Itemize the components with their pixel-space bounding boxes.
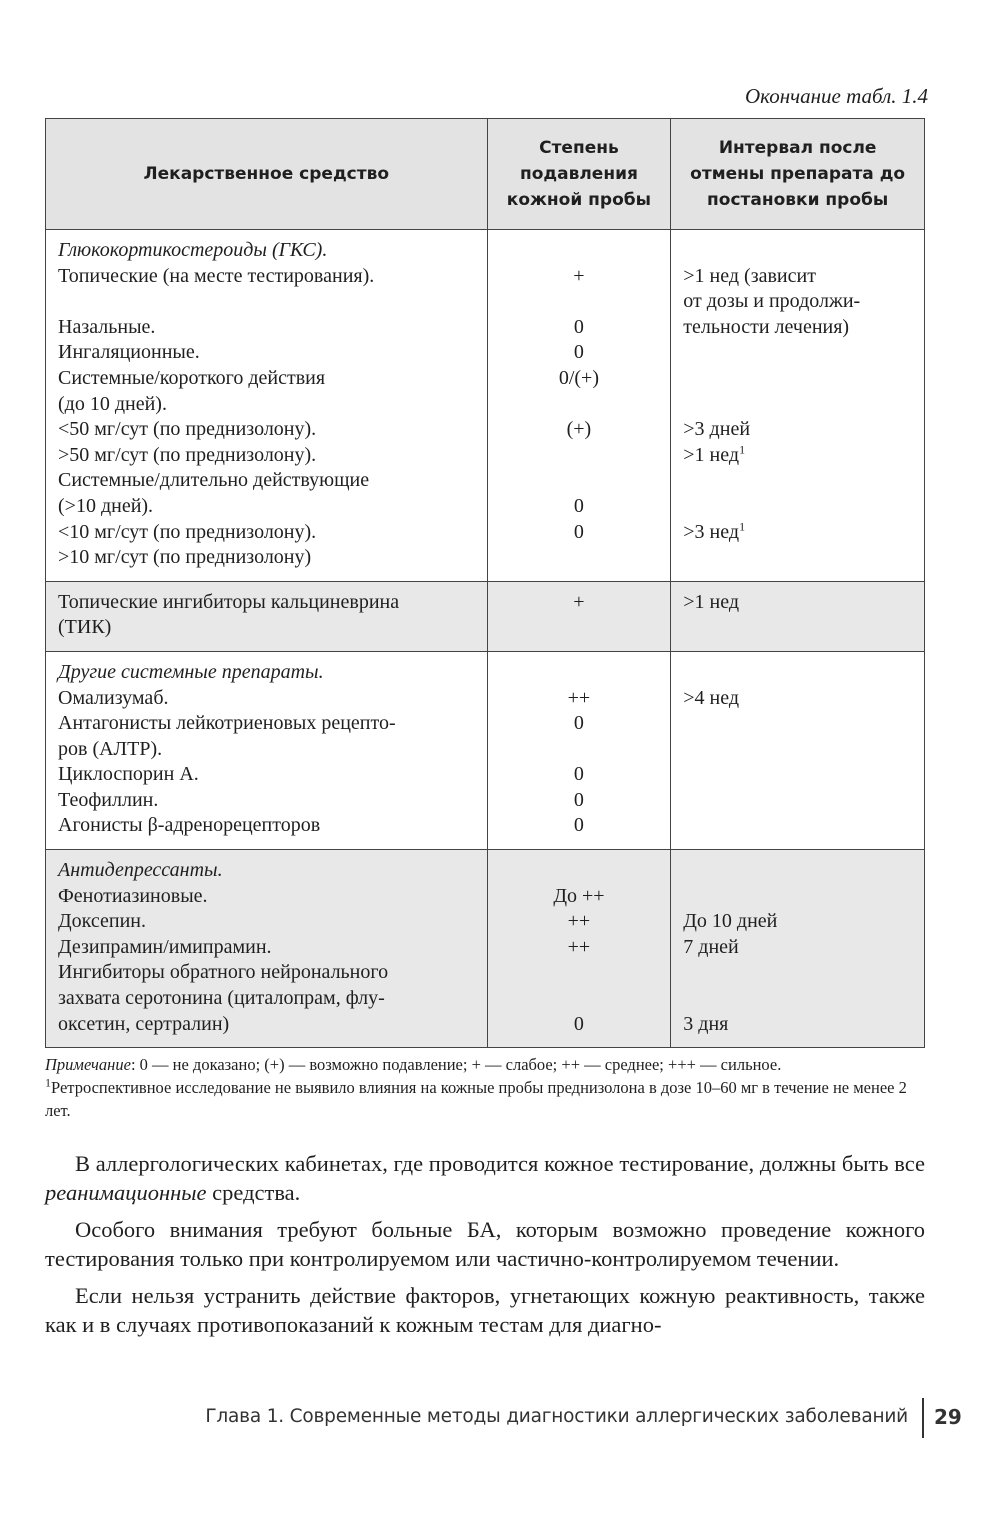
cell-text: 0 [573, 712, 584, 735]
note-text: : 0 — не доказано; (+) — возможно подавление; + — слабое; ++ — среднее; +++ — сильное. [130, 1055, 782, 1074]
cell-text: Назальные. [58, 315, 156, 338]
paragraph-1-start: В аллергологических кабинетах, где проводится кожное тестирование, должны быть все [75, 1151, 925, 1176]
cell-line [58, 340, 477, 366]
cell-line [58, 468, 477, 494]
cell-line [58, 1012, 477, 1038]
suppression-cell [487, 581, 671, 651]
cell-text: До 10 дней [683, 910, 778, 933]
cell-line [492, 986, 667, 1012]
drug-table [45, 118, 925, 1048]
suppression-cell [487, 651, 671, 849]
header-interval: Интервал после отмены препарата до постановки пробы [671, 119, 925, 230]
cell-line [492, 711, 667, 737]
cell-text: <10 мг/сут (по преднизолону). [58, 520, 317, 543]
footnote-ref: 1 [739, 442, 746, 457]
cell-line [683, 417, 914, 443]
cell-line [492, 545, 667, 571]
cell-line [492, 366, 667, 392]
cell-line [58, 884, 477, 910]
cell-text: 0 [573, 341, 584, 364]
cell-line [492, 289, 667, 315]
page-number: 29 [934, 1405, 962, 1429]
cell-line [58, 686, 477, 712]
cell-line [683, 660, 914, 686]
cell-line [58, 960, 477, 986]
note-label: Примечание [45, 1055, 131, 1074]
cell-text: (>10 дней). [58, 494, 154, 517]
cell-text: ++ [567, 686, 591, 709]
cell-text: >4 нед [683, 686, 740, 709]
cell-line [683, 788, 914, 814]
cell-line [492, 417, 667, 443]
cell-text: 0 [573, 315, 584, 338]
cell-line [683, 392, 914, 418]
cell-line [683, 238, 914, 264]
cell-line [683, 468, 914, 494]
table-row [46, 581, 925, 651]
cell-line [492, 1012, 667, 1038]
cell-line [683, 520, 914, 546]
cell-line [683, 494, 914, 520]
paragraph-1-emphasis: реанимационные [45, 1179, 207, 1205]
cell-line [492, 264, 667, 290]
cell-line [492, 615, 667, 641]
cell-text: 7 дней [683, 935, 739, 958]
cell-line [492, 520, 667, 546]
interval-cell [671, 651, 925, 849]
cell-text: >50 мг/сут (по преднизолону). [58, 443, 317, 466]
cell-line [683, 264, 914, 290]
footnote [45, 1076, 930, 1122]
interval-cell [671, 581, 925, 651]
cell-text: >1 нед [683, 590, 740, 613]
cell-line [492, 737, 667, 763]
cell-text: ++ [567, 935, 591, 958]
cell-line [492, 858, 667, 884]
cell-text: + [573, 264, 585, 287]
drug-cell [46, 651, 488, 849]
cell-line [683, 986, 914, 1012]
cell-line [492, 762, 667, 788]
cell-text: >1 нед [683, 443, 740, 466]
cell-line [683, 858, 914, 884]
cell-text: Антидепрессанты. [58, 859, 223, 882]
cell-line [492, 935, 667, 961]
paragraph-2: Особого внимания требуют больные БА, которым возможно проведение кожного тестирования только при контролируемом или частично-контролируемом течении. [45, 1217, 925, 1271]
cell-text: 3 дня [683, 1012, 729, 1035]
cell-text: 0 [573, 520, 584, 543]
cell-line [58, 392, 477, 418]
cell-text: 0 [573, 814, 584, 837]
table-row [46, 850, 925, 1048]
cell-text: 0 [573, 1012, 584, 1035]
cell-line [58, 315, 477, 341]
cell-text: Другие системные препараты. [58, 660, 324, 683]
cell-line [492, 590, 667, 616]
cell-line [58, 615, 477, 641]
suppression-cell [487, 850, 671, 1048]
cell-line [492, 960, 667, 986]
cell-line [58, 986, 477, 1012]
cell-text: 0 [573, 494, 584, 517]
cell-text: захвата серотонина (циталопрам, флу- [58, 987, 385, 1010]
cell-line [492, 813, 667, 839]
cell-line [492, 494, 667, 520]
cell-text: До ++ [553, 884, 605, 907]
cell-line [683, 762, 914, 788]
table-notes [45, 1053, 930, 1122]
cell-text: тельности лечения) [683, 315, 850, 338]
cell-text: Агонисты β-адренорецепторов [58, 814, 321, 837]
cell-text: от дозы и продолжи- [683, 290, 861, 313]
drug-cell [46, 581, 488, 651]
cell-line [492, 468, 667, 494]
cell-text: ров (АЛТР). [58, 737, 163, 760]
table-body [46, 230, 925, 1048]
paragraph-1 [45, 1150, 925, 1207]
cell-text: Ингаляционные. [58, 341, 200, 364]
cell-text: Циклоспорин А. [58, 763, 199, 786]
cell-line [58, 660, 477, 686]
cell-line [683, 884, 914, 910]
cell-text: <50 мг/сут (по преднизолону). [58, 418, 317, 441]
cell-text: оксетин, сертралин) [58, 1012, 230, 1035]
cell-line [58, 590, 477, 616]
note-legend [45, 1053, 930, 1076]
cell-line [58, 762, 477, 788]
interval-cell [671, 850, 925, 1048]
cell-text: 0/(+) [558, 366, 599, 389]
header-drug: Лекарственное средство [46, 119, 488, 230]
cell-text: Дезипрамин/имипрамин. [58, 935, 272, 958]
footnote-text: Ретроспективное исследование не выявило влияния на кожные пробы преднизолона в дозе 10–60 мг в течение не менее 2 лет. [45, 1078, 907, 1120]
cell-text: Системные/короткого действия [58, 366, 326, 389]
chapter-title: Глава 1. Современные методы диагностики аллергических заболеваний [205, 1406, 908, 1427]
cell-text: (+) [566, 418, 592, 441]
cell-line [492, 788, 667, 814]
cell-text: Теофиллин. [58, 788, 159, 811]
cell-text: >1 нед (зависит [683, 264, 816, 287]
cell-line [683, 1012, 914, 1038]
cell-text: 0 [573, 763, 584, 786]
footnote-ref: 1 [739, 518, 746, 533]
cell-line [492, 315, 667, 341]
cell-text: Фенотиазиновые. [58, 884, 208, 907]
cell-line [58, 520, 477, 546]
body-text [45, 1150, 925, 1348]
cell-line [683, 737, 914, 763]
cell-line [58, 737, 477, 763]
header-suppression: Степень подавления кожной пробы [487, 119, 671, 230]
cell-line [58, 289, 477, 315]
interval-cell [671, 230, 925, 582]
cell-line [683, 960, 914, 986]
drug-cell [46, 230, 488, 582]
footnote-mark: 1 [45, 1075, 51, 1090]
page-footer [0, 1398, 1000, 1438]
cell-text: 0 [573, 788, 584, 811]
paragraph-3: Если нельзя устранить действие факторов, угнетающих кожную реактивность, также как и в случаях противопоказаний к кожным тестам для диагно- [45, 1283, 925, 1337]
cell-line [58, 711, 477, 737]
cell-text: Системные/длительно действующие [58, 469, 370, 492]
cell-line [58, 443, 477, 469]
table-row [46, 230, 925, 582]
cell-line [492, 392, 667, 418]
cell-line [683, 289, 914, 315]
footer-divider [922, 1398, 924, 1438]
table-caption: Окончание табл. 1.4 [745, 84, 928, 108]
cell-line [683, 340, 914, 366]
cell-text: >10 мг/сут (по преднизолону) [58, 546, 312, 569]
paragraph-1-end: средства. [206, 1179, 301, 1205]
cell-line [58, 788, 477, 814]
cell-text: Топические ингибиторы кальциневрина [58, 590, 400, 613]
cell-line [58, 366, 477, 392]
cell-line [683, 909, 914, 935]
cell-line [58, 417, 477, 443]
cell-line [683, 935, 914, 961]
cell-line [683, 813, 914, 839]
cell-line [492, 238, 667, 264]
cell-line [683, 315, 914, 341]
cell-text: Глюкокортикостероиды (ГКС). [58, 239, 328, 261]
cell-line [683, 366, 914, 392]
cell-text: Доксепин. [58, 910, 146, 933]
suppression-cell [487, 230, 671, 582]
cell-line [58, 494, 477, 520]
cell-line [683, 686, 914, 712]
cell-line [58, 264, 477, 290]
cell-line [683, 711, 914, 737]
cell-text: Омализумаб. [58, 686, 169, 709]
table-row [46, 651, 925, 849]
cell-line [58, 858, 477, 884]
cell-line [683, 443, 914, 469]
cell-line [58, 909, 477, 935]
cell-text: Топические (на месте тестирования). [58, 264, 375, 287]
cell-line [492, 443, 667, 469]
cell-line [492, 909, 667, 935]
cell-line [58, 238, 477, 264]
table-header-row [46, 119, 925, 230]
cell-text: >3 нед [683, 520, 740, 543]
cell-line [683, 590, 914, 616]
cell-text: Ингибиторы обратного нейронального [58, 961, 389, 984]
cell-text: >3 дней [683, 418, 751, 441]
cell-line [683, 545, 914, 571]
cell-text: + [573, 590, 585, 613]
cell-line [58, 935, 477, 961]
cell-line [492, 884, 667, 910]
cell-line [58, 813, 477, 839]
cell-line [492, 686, 667, 712]
cell-line [58, 545, 477, 571]
drug-cell [46, 850, 488, 1048]
cell-line [683, 615, 914, 641]
cell-line [492, 340, 667, 366]
cell-line [492, 660, 667, 686]
cell-text: (ТИК) [58, 616, 112, 639]
cell-text: ++ [567, 910, 591, 933]
cell-text: (до 10 дней). [58, 392, 167, 415]
cell-text: Антагонисты лейкотриеновых рецепто- [58, 712, 396, 735]
